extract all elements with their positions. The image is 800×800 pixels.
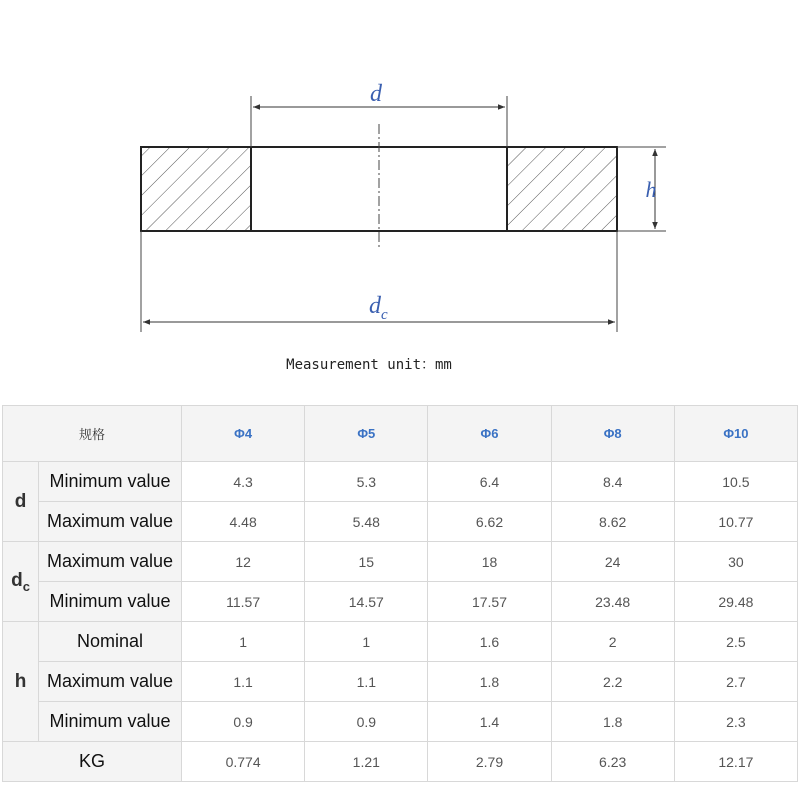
left-wall-section <box>141 147 251 231</box>
table-cell-value: 1.4 <box>428 702 551 742</box>
table-cell-value: 1 <box>305 622 428 662</box>
table-row <box>3 542 798 582</box>
table-cell-value: 15 <box>305 542 428 582</box>
table-cell-value: 12 <box>182 542 305 582</box>
parameter-symbol <box>3 462 39 542</box>
table-cell-value: 2.2 <box>551 662 674 702</box>
table-cell-value: 23.48 <box>551 582 674 622</box>
table-row <box>3 622 798 662</box>
table-row <box>3 582 798 622</box>
table-cell-value: 18 <box>428 542 551 582</box>
table-cell-value: 1.1 <box>305 662 428 702</box>
table-cell-value: 1.1 <box>182 662 305 702</box>
table-row <box>3 702 798 742</box>
weight-value: 0.774 <box>182 742 305 782</box>
table-cell-value: 0.9 <box>305 702 428 742</box>
dc-label-main: d <box>369 293 381 319</box>
size-header: Φ4 <box>182 406 305 462</box>
table-cell-value: 2 <box>551 622 674 662</box>
parameter-symbol <box>3 542 39 622</box>
dc-label <box>369 293 388 323</box>
table-cell-value: 29.48 <box>674 582 797 622</box>
table-cell-value: 4.48 <box>182 502 305 542</box>
weight-value: 6.23 <box>551 742 674 782</box>
table-cell-value: 1 <box>182 622 305 662</box>
row-label: Maximum value <box>39 542 182 582</box>
size-header: Φ5 <box>305 406 428 462</box>
weight-row <box>3 742 798 782</box>
table-cell-value: 24 <box>551 542 674 582</box>
table-cell-value: 8.62 <box>551 502 674 542</box>
table-cell-value: 6.62 <box>428 502 551 542</box>
table-cell-value: 10.77 <box>674 502 797 542</box>
table-cell-value: 11.57 <box>182 582 305 622</box>
specification-table <box>2 405 798 782</box>
parameter-symbol-main: d <box>11 569 23 591</box>
table-cell-value: 6.4 <box>428 462 551 502</box>
table-cell-value: 0.9 <box>182 702 305 742</box>
row-label: Minimum value <box>39 702 182 742</box>
size-header: Φ10 <box>674 406 797 462</box>
table-row <box>3 662 798 702</box>
measurement-unit-note: Measurement unit：mm <box>286 357 452 373</box>
table-cell-value: 2.5 <box>674 622 797 662</box>
table-cell-value: 8.4 <box>551 462 674 502</box>
size-header: Φ6 <box>428 406 551 462</box>
table-cell-value: 5.48 <box>305 502 428 542</box>
parameter-symbol <box>3 622 39 742</box>
table-cell-value: 1.8 <box>428 662 551 702</box>
row-label: Nominal <box>39 622 182 662</box>
weight-value: 12.17 <box>674 742 797 782</box>
d-label: d <box>370 81 382 107</box>
right-wall-section <box>507 147 617 231</box>
table-row <box>3 502 798 542</box>
table-cell-value: 4.3 <box>182 462 305 502</box>
spec-header-label: 规格 <box>3 406 182 462</box>
table-cell-value: 5.3 <box>305 462 428 502</box>
row-label: Maximum value <box>39 662 182 702</box>
table-cell-value: 2.7 <box>674 662 797 702</box>
table-row <box>3 462 798 502</box>
row-label: Maximum value <box>39 502 182 542</box>
table-cell-value: 1.8 <box>551 702 674 742</box>
table-cell-value: 10.5 <box>674 462 797 502</box>
parameter-symbol-main: d <box>14 490 27 512</box>
parameter-symbol-main: h <box>14 670 27 692</box>
h-label: h <box>645 177 657 202</box>
table-cell-value: 1.6 <box>428 622 551 662</box>
parameter-symbol-subscript: c <box>22 578 30 594</box>
weight-value: 1.21 <box>305 742 428 782</box>
table-cell-value: 2.3 <box>674 702 797 742</box>
row-label: Minimum value <box>39 462 182 502</box>
row-label: Minimum value <box>39 582 182 622</box>
table-cell-value: 17.57 <box>428 582 551 622</box>
weight-value: 2.79 <box>428 742 551 782</box>
size-header: Φ8 <box>551 406 674 462</box>
table-header-row <box>3 406 798 462</box>
dc-label-subscript: c <box>381 307 388 323</box>
table-cell-value: 14.57 <box>305 582 428 622</box>
table-cell-value: 30 <box>674 542 797 582</box>
weight-label: KG <box>3 742 182 782</box>
